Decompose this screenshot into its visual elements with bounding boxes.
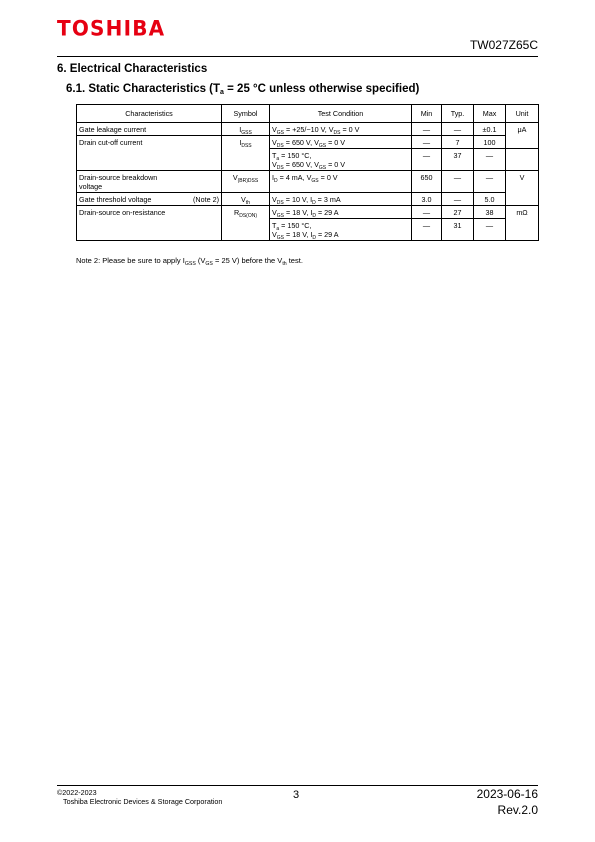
toshiba-logo: TOSHIBA [57,15,166,41]
cell-max: 5.0 [474,193,506,206]
table-row [77,171,539,193]
table-row [77,206,539,219]
copyright: ©2022-2023 [57,788,97,797]
table-row [77,193,539,206]
cell-max: 38 [474,206,506,219]
cell-symbol: $I_{DSS}$ [222,136,270,171]
cell-min: — [412,136,442,149]
cell-typ: — [442,193,474,206]
footer-divider [57,785,538,786]
cell-unit-empty [506,149,539,171]
cell-condition: $V_{DS} = 10$ V, $I_D = 3$ mA [270,193,412,206]
cell-condition: $T_a = 150$ °C, $V_{GS} = 18$ V, $I_D = 29$ A [270,219,412,241]
cell-max: — [474,219,506,241]
cell-unit: mΩ [506,206,539,241]
footnote-note-2: Note 2: Please be sure to apply $I_{GSS}$ ($V_{GS} = 25$ V) before the $V_{th}$ test. [76,256,303,267]
table-row [77,123,539,136]
publish-date: 2023-06-16 [476,787,538,801]
cell-max: 100 [474,136,506,149]
cell-condition: $V_{GS} = +25/-10$ V, $V_{DS} = 0$ V [270,123,412,136]
cell-min: — [412,149,442,171]
table-row [77,136,539,149]
cell-min: 650 [412,171,442,193]
cell-min: 3.0 [412,193,442,206]
cell-typ: 7 [442,136,474,149]
page-number: 3 [293,789,300,801]
cell-unit: μA [506,123,539,149]
cell-name: Drain-source on-resistance [77,206,222,241]
cell-typ: — [442,171,474,193]
cell-typ: 31 [442,219,474,241]
cell-condition: $I_D = 4$ mA, $V_{GS} = 0$ V [270,171,412,193]
cell-name: Gate threshold voltage (Note 2) [77,193,222,206]
header-divider [57,56,538,57]
corporation-name: Toshiba Electronic Devices & Storage Corporation [63,797,223,806]
revision: Rev.2.0 [497,803,538,817]
cell-unit: V [506,171,539,206]
part-number: TW027Z65C [469,38,538,52]
cell-min: — [412,219,442,241]
subsection-title: 6.1. Static Characteristics ($T_a = 25$ °C unless otherwise specified) [66,83,420,96]
static-characteristics-table [76,104,539,241]
col-header-symbol: Symbol [222,105,270,123]
cell-symbol: $I_{GSS}$ [222,123,270,136]
cell-max: — [474,149,506,171]
section-title: 6. Electrical Characteristics [57,63,208,75]
col-header-typ: Typ. [442,105,474,123]
cell-typ: 27 [442,206,474,219]
col-header-max: Max [474,105,506,123]
col-header-unit: Unit [506,105,539,123]
cell-symbol: $V_{th}$ [222,193,270,206]
cell-max: — [474,171,506,193]
cell-symbol: $R_{DS(ON)}$ [222,206,270,241]
col-header-test-condition: Test Condition [270,105,412,123]
note-reference: (Note 2) [193,194,219,204]
cell-condition: $T_a = 150$ °C, $V_{DS} = 650$ V, $V_{GS} = 0$ V [270,149,412,171]
cell-condition: $V_{GS} = 18$ V, $I_D = 29$ A [270,206,412,219]
cell-name: Drain-source breakdown voltage [77,171,222,193]
cell-typ: — [442,123,474,136]
cell-min: — [412,123,442,136]
cell-min: — [412,206,442,219]
cell-condition: $V_{DS} = 650$ V, $V_{GS} = 0$ V [270,136,412,149]
cell-typ: 37 [442,149,474,171]
cell-name: Gate leakage current [77,123,222,136]
cell-name: Drain cut-off current [77,136,222,171]
col-header-characteristics: Characteristics [77,105,222,123]
table-header-row [77,105,539,123]
col-header-min: Min [412,105,442,123]
cell-symbol: $V_{(BR)DSS}$ [222,171,270,193]
cell-max: ±0.1 [474,123,506,136]
